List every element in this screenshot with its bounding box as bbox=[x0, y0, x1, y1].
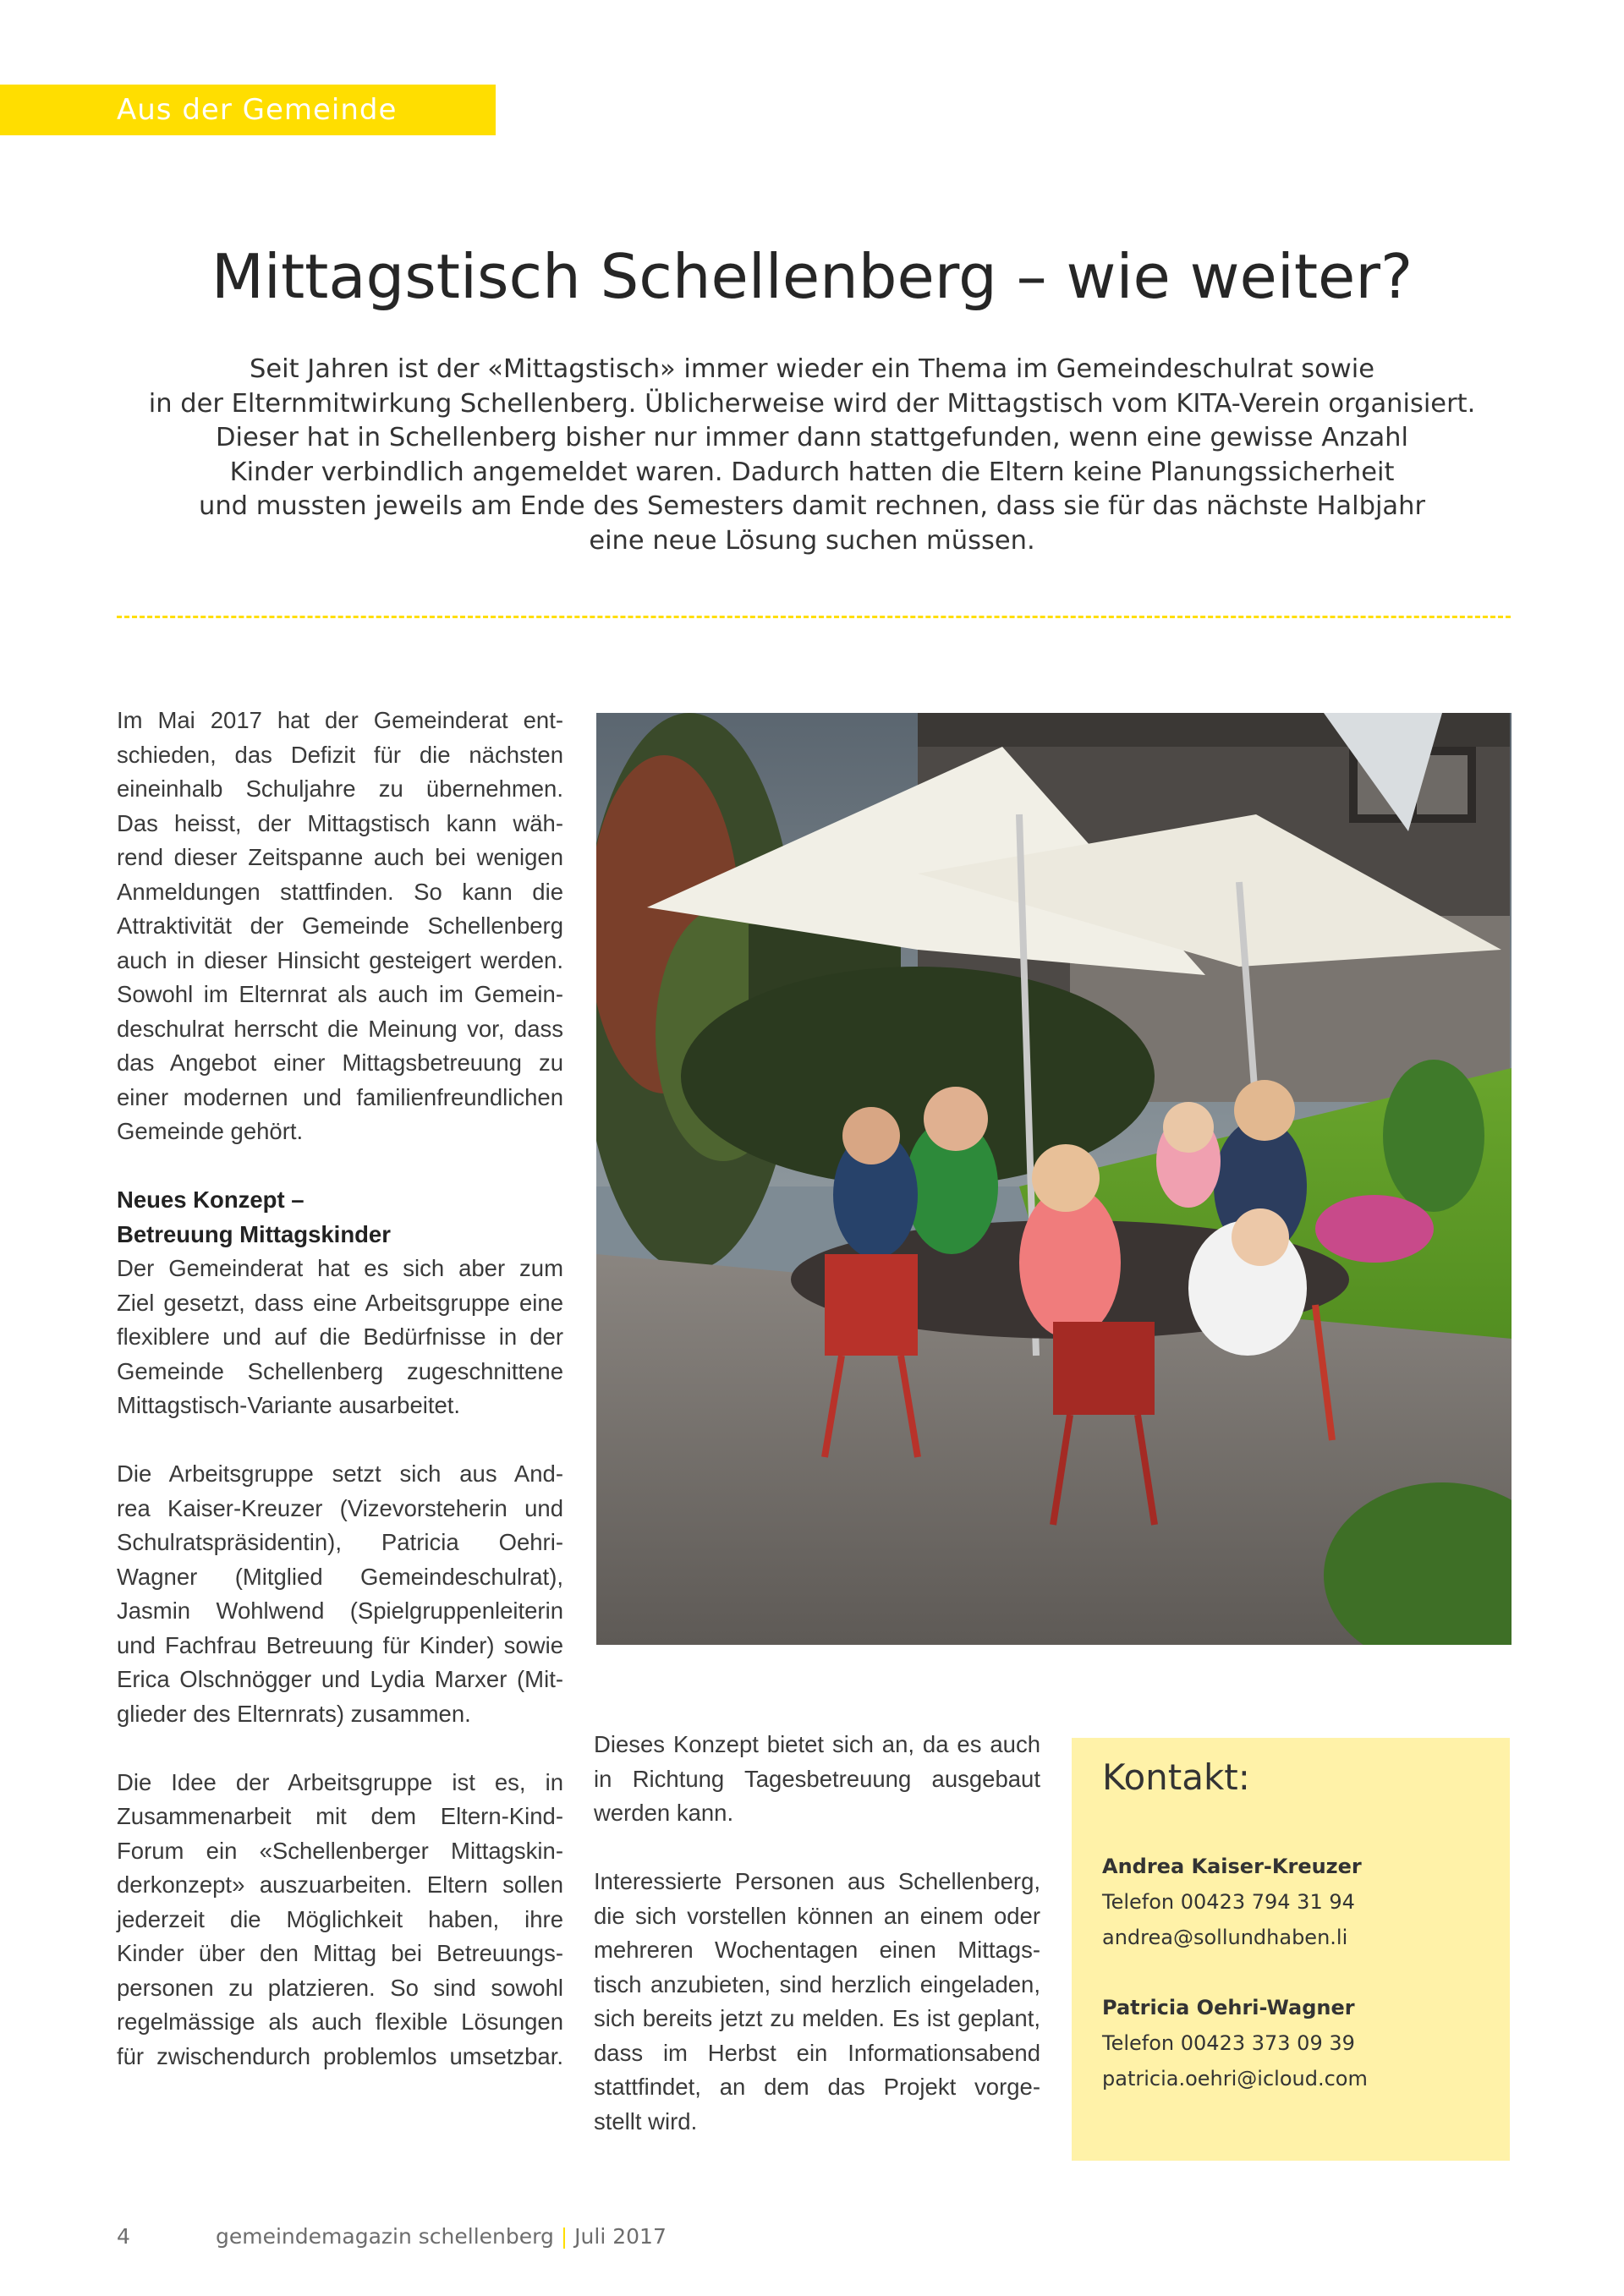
text-line: glieder des Elternrats) zusammen. bbox=[117, 1700, 471, 1727]
text-line: eineinhalb Schuljahre zu übernehmen. bbox=[117, 775, 563, 802]
lead-paragraph bbox=[114, 353, 1510, 558]
text-line: sich bereits jetzt zu melden. Es ist geplant, bbox=[594, 2005, 1040, 2031]
text-line: Zusammenarbeit mit dem Eltern-Kind- bbox=[117, 1803, 563, 1829]
article-title: Mittagstisch Schellenberg – wie weiter? bbox=[211, 241, 1413, 312]
text-line: Die Idee der Arbeitsgruppe ist es, in bbox=[117, 1768, 563, 1795]
text-line: deschulrat herrscht die Meinung vor, dass bbox=[117, 1015, 563, 1042]
text-line: schieden, das Defizit für die nächsten bbox=[117, 741, 563, 768]
text-line: Jasmin Wohlwend (Spielgruppenleiterin bbox=[117, 1597, 563, 1624]
text-line: personen zu platzieren. So sind sowohl bbox=[117, 1974, 563, 2001]
section-tag bbox=[0, 85, 496, 135]
text-line: Gemeinde Schellenberg zugeschnittene bbox=[117, 1357, 563, 1384]
text-line: Mittagstisch-Variante ausarbeitet. bbox=[117, 1392, 461, 1418]
text-line: mehreren Wochentagen einen Mittags- bbox=[594, 1937, 1040, 1963]
photo-illustration bbox=[596, 713, 1512, 1645]
contact-name: Patricia Oehri-Wagner bbox=[1102, 1996, 1355, 2019]
text-line: Interessierte Personen aus Schellenberg, bbox=[594, 1868, 1040, 1894]
text-line: Attraktivität der Gemeinde Schellenberg bbox=[117, 912, 563, 939]
contact-email[interactable]: patricia.oehri@icloud.com bbox=[1102, 2067, 1368, 2091]
contact-box bbox=[1072, 1738, 1510, 2161]
text-line: einer modernen und familienfreundlichen bbox=[117, 1083, 563, 1110]
subheading: Neues Konzept – bbox=[117, 1186, 304, 1213]
text-line: Ziel gesetzt, dass eine Arbeitsgruppe eine bbox=[117, 1289, 563, 1316]
contact-title: Kontakt: bbox=[1102, 1756, 1250, 1798]
text-line: rea Kaiser-Kreuzer (Vizevorsteherin und bbox=[117, 1494, 563, 1521]
text-line: Die Arbeitsgruppe setzt sich aus And- bbox=[117, 1460, 563, 1487]
section-tag-label: Aus der Gemeinde bbox=[117, 93, 398, 127]
lead-line: in der Elternmitwirkung Schellenberg. Üblicherweise wird der Mittagstisch vom KITA-Verein organisiert. bbox=[148, 388, 1476, 419]
lead-line: Kinder verbindlich angemeldet waren. Dadurch hatten die Eltern keine Planungssicherheit bbox=[229, 457, 1395, 487]
contact-phone[interactable]: Telefon 00423 794 31 94 bbox=[1102, 1890, 1355, 1914]
text-line: regelmässige als auch flexible Lösungen bbox=[117, 2008, 563, 2035]
text-line: Wagner (Mitglied Gemeindeschulrat), bbox=[117, 1563, 563, 1590]
text-line: Gemeinde gehört. bbox=[117, 1118, 304, 1144]
text-line: dass im Herbst ein Informationsabend bbox=[594, 2039, 1040, 2066]
text-line: jederzeit die Möglichkeit haben, ihre bbox=[117, 1905, 563, 1932]
text-line: Anmeldungen stattfinden. So kann die bbox=[117, 878, 563, 905]
text-line: in Richtung Tagesbetreuung ausgebaut bbox=[594, 1765, 1040, 1792]
text-line: flexiblere und auf die Bedürfnisse in der bbox=[117, 1323, 563, 1350]
text-line: das Angebot einer Mittagsbetreuung zu bbox=[117, 1049, 563, 1076]
page-number: 4 bbox=[117, 2224, 130, 2249]
dashed-divider bbox=[117, 616, 1511, 618]
lead-line: Dieser hat in Schellenberg bisher nur immer dann stattgefunden, wenn eine gewisse Anzahl bbox=[216, 423, 1408, 452]
text-line: stellt wird. bbox=[594, 2107, 698, 2134]
text-line: Erica Olschnögger und Lydia Marxer (Mit- bbox=[117, 1666, 563, 1692]
lead-line: eine neue Lösung suchen müssen. bbox=[589, 525, 1035, 556]
text-line: Das heisst, der Mittagstisch kann wäh- bbox=[117, 809, 563, 836]
text-line: und Fachfrau Betreuung für Kinder) sowie bbox=[117, 1631, 563, 1658]
text-line: Der Gemeinderat hat es sich aber zum bbox=[117, 1255, 563, 1281]
text-line: auch in dieser Hinsicht gesteigert werden. bbox=[117, 946, 563, 973]
text-line: rend dieser Zeitspanne auch bei wenigen bbox=[117, 844, 563, 870]
text-line: stattfindet, an dem das Projekt vorge- bbox=[594, 2074, 1040, 2100]
lead-line: und mussten jeweils am Ende des Semesters damit rechnen, dass sie für das nächste Halbjahr bbox=[199, 491, 1425, 521]
lead-line: Seit Jahren ist der «Mittagstisch» immer wieder ein Thema im Gemeindeschulrat sowie bbox=[249, 354, 1374, 384]
footer-separator: | bbox=[560, 2224, 568, 2249]
text-line: werden kann. bbox=[594, 1800, 734, 1826]
contact-name: Andrea Kaiser-Kreuzer bbox=[1102, 1855, 1362, 1878]
subheading: Betreuung Mittagskinder bbox=[117, 1220, 391, 1247]
text-line: die sich vorstellen können an einem oder bbox=[594, 1902, 1040, 1929]
text-line: tisch anzubieten, sind herzlich eingeladen, bbox=[594, 1970, 1040, 1997]
text-line: Schulratspräsidentin), Patricia Oehri- bbox=[117, 1529, 563, 1555]
text-line: Im Mai 2017 hat der Gemeinderat ent- bbox=[117, 707, 563, 733]
contact-email[interactable]: andrea@sollundhaben.li bbox=[1102, 1926, 1348, 1949]
text-line: für zwischendurch problemlos umsetzbar. bbox=[117, 2042, 563, 2069]
text-line: derkonzept» auszuarbeiten. Eltern sollen bbox=[117, 1871, 563, 1898]
footer-publication bbox=[216, 2224, 667, 2249]
footer-issue: Juli 2017 bbox=[574, 2224, 667, 2249]
contact-phone[interactable]: Telefon 00423 373 09 39 bbox=[1102, 2031, 1355, 2055]
footer-magazine: gemeindemagazin schellenberg bbox=[216, 2224, 554, 2249]
text-line: Dieses Konzept bietet sich an, da es auch bbox=[594, 1731, 1040, 1757]
text-line: Forum ein «Schellenberger Mittagskin- bbox=[117, 1837, 563, 1864]
photo-children-lunch-garden bbox=[596, 713, 1512, 1645]
text-line: Sowohl im Elternrat als auch im Gemein- bbox=[117, 981, 563, 1007]
text-line: Kinder über den Mittag bei Betreuungs- bbox=[117, 1940, 563, 1966]
left-column bbox=[117, 704, 563, 2074]
middle-column bbox=[594, 1728, 1040, 2139]
